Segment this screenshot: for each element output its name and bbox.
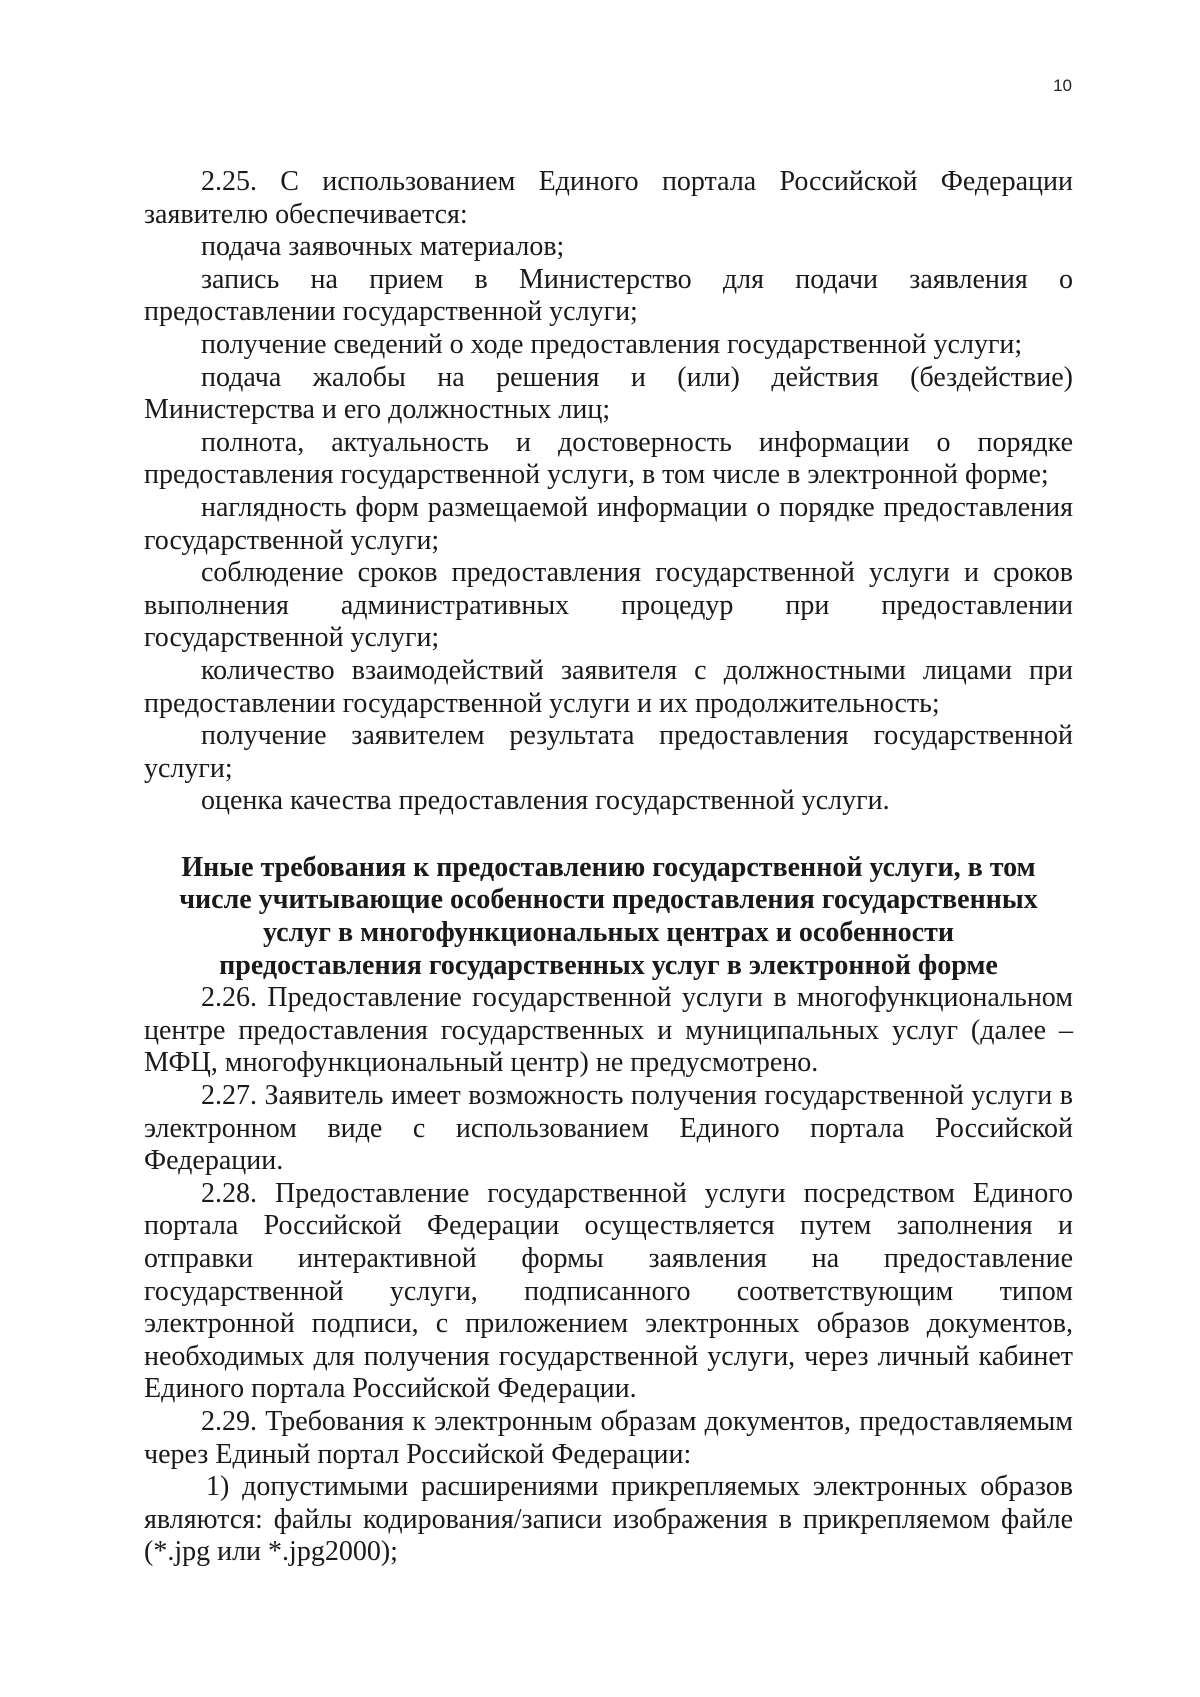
- paragraph-2-28: 2.28. Предоставление государственной услуги посредством Единого портала Российской Федерации осуществляется путем заполнения и отправки интерактивной формы заявления на предоставление государственной услуги, подписанного соответствующим типом электронной подписи, с приложением электронных образов документов, необходимых для получения государственной услуги, через личный кабинет Единого портала Российской Федерации.: [144, 1177, 1073, 1405]
- list-item: подача заявочных материалов;: [201, 231, 565, 263]
- list-item: подача жалобы на решения и (или) действия (бездействие) Министерства и его должностных лиц;: [144, 361, 1073, 426]
- paragraph-2-25: 2.25. С использованием Единого портала Российской Федерации заявителю обеспечивается:: [144, 166, 1073, 230]
- list-item: соблюдение сроков предоставления государственной услуги и сроков выполнения административных процедур при предоставлении государственной услуги;: [144, 557, 1073, 654]
- list-item: полнота, актуальность и достоверность информации о порядке предоставления государственной услуги, в том числе в электронной форме;: [144, 426, 1073, 491]
- list-item: получение заявителем результата предоставления государственной услуги;: [144, 720, 1073, 784]
- paragraph-2-26: 2.26. Предоставление государственной услуги в многофункциональном центре предоставления государственных и муниципальных услуг (далее – МФЦ, многофункциональный центр) не предусмотрено.: [144, 982, 1073, 1079]
- paragraph-2-29-item-1: 1) допустимыми расширениями прикрепляемых электронных образов являются: файлы кодирования/записи изображения в прикрепляемом файле (*.jpg или *.jpg2000);: [144, 1471, 1073, 1568]
- list-item: оценка качества предоставления государственной услуги.: [201, 785, 890, 817]
- list-item: наглядность форм размещаемой информации о порядке предоставления государственной услуги;: [144, 491, 1073, 556]
- list-item: запись на прием в Министерство для подачи заявления о предоставлении государственной услуги;: [144, 263, 1073, 328]
- page-number: 10: [1053, 76, 1072, 95]
- section-heading: Иные требования к предоставлению государственной услуги, в том числе учитывающие особенности предоставления государственных услуг в многофункциональных центрах и особенности предоставления государственных услуг в электронной форме: [179, 851, 1038, 981]
- list-item: получение сведений о ходе предоставления государственной услуги;: [201, 328, 1023, 360]
- list-item: количество взаимодействий заявителя с должностными лицами при предоставлении государственной услуги и их продолжительность;: [144, 654, 1073, 719]
- document-body: [144, 166, 1073, 1569]
- paragraph-2-29: 2.29. Требования к электронным образам документов, предоставляемым через Единый портал Российской Федерации:: [144, 1405, 1073, 1470]
- paragraph-2-27: 2.27. Заявитель имеет возможность получения государственной услуги в электронном виде с использованием Единого портала Российской Федерации.: [144, 1080, 1073, 1177]
